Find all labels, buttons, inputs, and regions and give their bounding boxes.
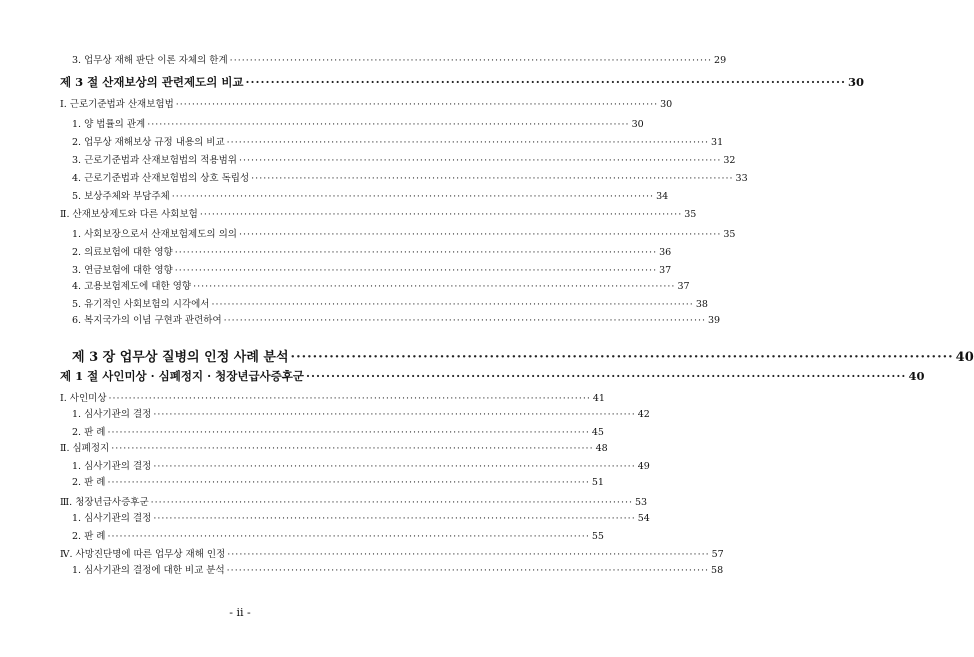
toc-entry-page: 53 [635,497,648,508]
dot-leader: ························································································································ [223,315,706,326]
toc-entry-title: 5. 보상주체와 부담주체 [72,191,170,202]
toc-entry-page: 37 [677,281,690,292]
toc-entry [60,440,608,454]
toc-entry [72,116,644,130]
toc-entry-page: 36 [659,247,672,258]
dot-leader: ························································································································ [238,229,722,240]
dot-leader: ························································································································ [174,247,658,258]
dot-leader: ························································································································ [211,299,694,310]
toc-entry-title: 1. 양 법률의 관계 [72,119,146,130]
toc-entry [72,152,736,166]
dot-leader: ························································································································ [238,155,722,166]
toc-entry-title: 1. 심사기관의 결정에 대한 비교 분석 [72,565,225,576]
toc-entry-title: 제 3 장 업무상 질병의 인정 사례 분석 [72,350,289,365]
toc-entry [72,458,650,472]
toc-entry-page: 30 [660,99,673,110]
toc-entry [72,528,604,542]
dot-leader: ························································································································ [153,461,636,472]
dot-leader: ························································································································ [153,513,636,524]
dot-leader: ························································································································ [226,137,710,148]
toc-entry [72,52,727,66]
dot-leader: ························································································································ [306,369,907,383]
toc-entry-title: 4. 고용보험제도에 대한 영향 [72,281,192,292]
toc-entry-title: 1. 심사기관의 결정 [72,409,152,420]
dot-leader: ························································································································ [175,99,659,110]
toc-entry [72,226,736,240]
toc-entry [72,134,724,148]
toc-entry-page: 41 [592,393,605,404]
dot-leader: ························································································································ [227,549,710,560]
toc-entry [72,170,748,184]
dot-leader: ························································································································ [107,477,590,488]
toc-entry-title: Ⅲ. 청장년급사증후군 [60,497,149,508]
toc-entry [60,546,724,560]
toc-entry-title: Ⅰ. 사인미상 [60,393,107,404]
toc-entry-page: 38 [695,299,708,310]
toc-entry [72,262,672,276]
toc-entry [60,494,648,508]
dot-leader: ························································································································ [229,55,713,66]
dot-leader: ························································································································ [171,191,655,202]
toc-entry-title: Ⅰ. 근로기준법과 산재보험법 [60,99,174,110]
toc-entry-title: 4. 근로기준법과 산재보험법의 상호 독립성 [72,173,250,184]
toc-entry-page: 54 [637,513,650,524]
toc-entry-title: 1. 심사기관의 결정 [72,461,152,472]
dot-leader: ························································································································ [199,209,683,220]
toc-entry-page: 32 [723,155,736,166]
toc-entry [72,278,690,292]
toc-entry-title: Ⅱ. 산재보상제도와 다른 사회보험 [60,209,198,220]
toc-entry-page: 37 [659,265,672,276]
toc-entry-page: 48 [595,443,608,454]
toc-entry-title: 6. 복지국가의 이념 구현과 관련하여 [72,315,222,326]
toc-entry-page: 40 [955,350,974,365]
toc-entry-page: 35 [684,209,697,220]
toc-entry-title: 제 1 절 사인미상 · 심폐정지 · 청장년급사증후군 [60,369,304,383]
toc-heading [60,368,925,384]
toc-entry-page: 45 [591,427,604,438]
page-number-footer: - ii - [229,606,251,619]
dot-leader: ························································································································ [153,409,636,420]
toc-entry-title: 2. 판 례 [72,477,106,488]
toc-entry [72,510,650,524]
toc-entry-page: 40 [908,369,925,383]
toc-entry-page: 29 [714,55,727,66]
toc-entry-page: 49 [637,461,650,472]
toc-entry-title: 2. 의료보험에 대한 영향 [72,247,173,258]
toc-entry [72,244,672,258]
toc-heading [72,346,974,365]
dot-leader: ························································································································ [107,427,590,438]
dot-leader: ························································································································ [147,119,630,130]
dot-leader: ························································································································ [174,265,658,276]
toc-entry-page: 51 [591,477,604,488]
toc-entry [72,312,721,326]
toc-entry [72,474,604,488]
toc-entry-title: 5. 유기적인 사회보험의 시각에서 [72,299,210,310]
toc-entry-title: 3. 업무상 재해 판단 이론 자체의 한계 [72,55,228,66]
toc-entry [72,562,724,576]
toc-entry-page: 58 [711,565,724,576]
toc-entry [60,390,605,404]
toc-entry-page: 30 [631,119,644,130]
toc-heading [60,74,865,90]
dot-leader: ························································································································ [193,281,676,292]
toc-entry [72,188,669,202]
toc-entry [72,406,650,420]
dot-leader: ························································································································ [111,443,594,454]
toc-entry [72,424,604,438]
toc-entry-title: 제 3 절 산재보상의 관련제도의 비교 [60,75,244,89]
toc-entry-title: 3. 연금보험에 대한 영향 [72,265,173,276]
dot-leader: ························································································································ [150,497,633,508]
toc-entry-page: 31 [711,137,724,148]
toc-entry-title: 1. 사회보장으로서 산재보험제도의 의의 [72,229,237,240]
toc-entry-title: 2. 판 례 [72,531,106,542]
toc-entry-page: 35 [723,229,736,240]
toc-entry-title: 1. 심사기관의 결정 [72,513,152,524]
toc-entry [60,96,673,110]
toc-entry [60,206,697,220]
toc-entry-title: 2. 업무상 재해보상 규정 내용의 비교 [72,137,225,148]
toc-entry-title: Ⅱ. 심폐정지 [60,443,110,454]
dot-leader: ························································································································ [226,565,710,576]
toc-entry [72,296,708,310]
toc-entry-title: Ⅳ. 사망진단명에 따른 업무상 재해 인정 [60,549,226,560]
toc-entry-page: 30 [848,75,865,89]
dot-leader: ························································································································ [107,531,590,542]
dot-leader: ························································································································ [290,350,954,365]
dot-leader: ························································································································ [245,75,846,89]
toc-entry-page: 39 [708,315,721,326]
toc-entry-page: 34 [656,191,669,202]
dot-leader: ························································································································ [108,393,591,404]
toc-entry-page: 42 [637,409,650,420]
toc-entry-page: 33 [735,173,748,184]
dot-leader: ························································································································ [251,173,734,184]
toc-entry-title: 2. 판 례 [72,427,106,438]
toc-entry-page: 57 [711,549,724,560]
toc-entry-title: 3. 근로기준법과 산재보험법의 적용범위 [72,155,237,166]
toc-entry-page: 55 [591,531,604,542]
